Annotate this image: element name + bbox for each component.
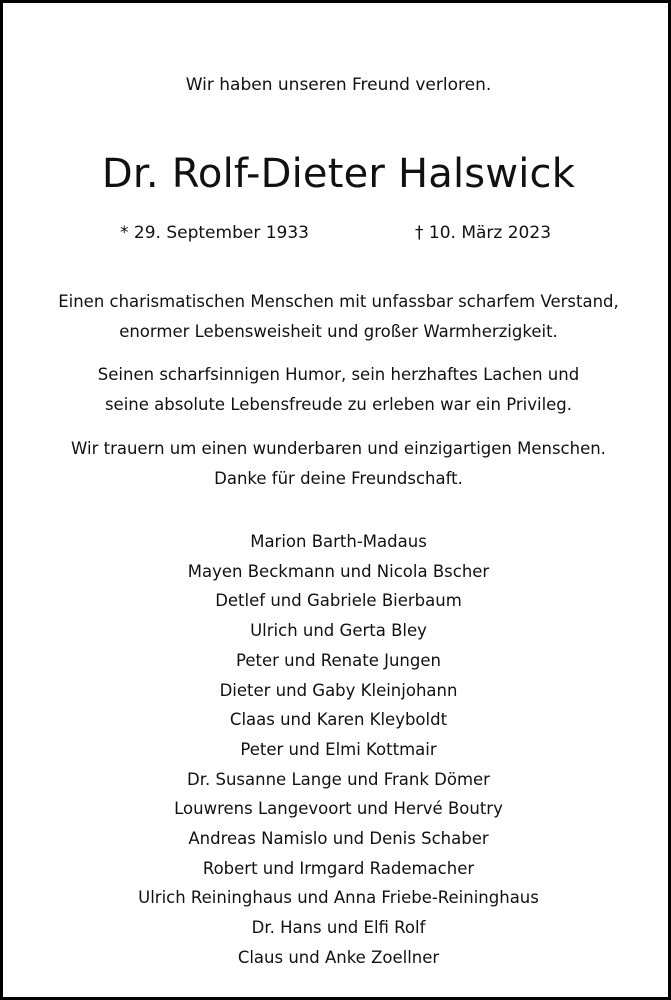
tribute-line: enormer Lebensweisheit und großer Warmherzigkeit. xyxy=(119,322,558,341)
mourner-entry: Mayen Beckmann und Nicola Bscher xyxy=(187,561,490,581)
mourner-entry: Peter und Elmi Kottmair xyxy=(240,739,437,759)
mourner-entry: Claas und Karen Kleyboldt xyxy=(229,710,448,730)
deceased-name: Dr. Rolf-Dieter Halswick xyxy=(101,151,576,197)
mourner-entry: Marion Barth-Madaus xyxy=(250,532,427,551)
tribute-line: Wir trauern um einen wunderbaren und einzigartigen Menschen. xyxy=(71,439,606,458)
tribute-paragraph-2 xyxy=(3,360,671,420)
tribute-line: Einen charismatischen Menschen mit unfassbar scharfem Verstand, xyxy=(58,292,619,311)
tribute-line: Seinen scharfsinnigen Humor, sein herzhaftes Lachen und xyxy=(97,365,580,384)
mourner-entry: Dieter und Gaby Kleinjohann xyxy=(219,680,458,700)
mourner-entry: Peter und Renate Jungen xyxy=(236,650,441,670)
mourner-entry: Louwrens Langevoort und Hervé Boutry xyxy=(174,799,503,819)
death-date: † 10. März 2023 xyxy=(415,223,552,243)
mourner-entry: Ulrich Reininghaus und Anna Friebe-Reininghaus xyxy=(138,888,539,908)
tribute-paragraph-3 xyxy=(3,434,671,494)
mourner-entry: Claus und Anke Zoellner xyxy=(237,947,440,967)
birth-date: * 29. September 1933 xyxy=(120,223,309,243)
mourner-entry: Dr. Hans und Elfi Rolf xyxy=(251,918,426,938)
tribute-line: Danke für deine Freundschaft. xyxy=(214,469,463,488)
mourner-entry: Andreas Namislo und Denis Schaber xyxy=(188,829,489,849)
tribute-paragraph-1 xyxy=(3,287,671,347)
mourner-entry: Ulrich und Gerta Bley xyxy=(250,621,427,641)
mourner-entry: Detlef und Gabriele Bierbaum xyxy=(215,591,462,611)
mourner-entry: Robert und Irmgard Rademacher xyxy=(202,858,475,878)
mourner-entry: Dr. Susanne Lange und Frank Dömer xyxy=(187,769,490,789)
intro-line: Wir haben unseren Freund verloren. xyxy=(185,75,492,95)
mourners-list xyxy=(3,527,671,973)
tribute-line: seine absolute Lebensfreude zu erleben war ein Privileg. xyxy=(104,395,573,414)
